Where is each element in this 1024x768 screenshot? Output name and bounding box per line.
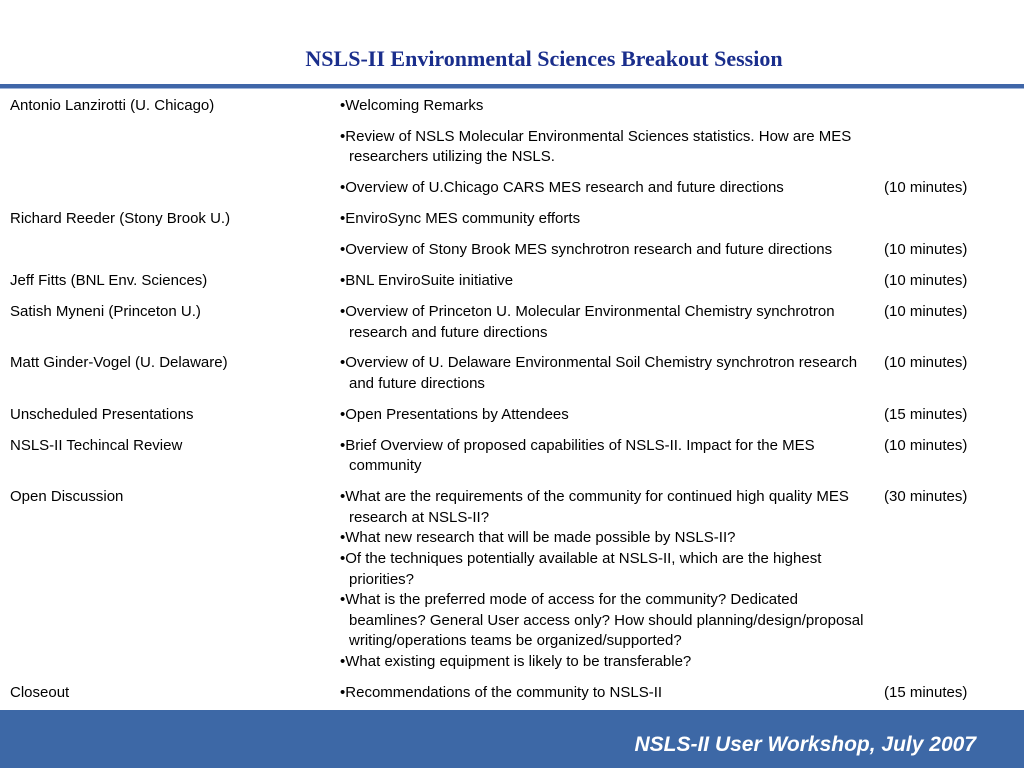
agenda-speaker: Closeout: [10, 683, 70, 701]
agenda-topic-text: BNL EnviroSuite initiative: [345, 272, 514, 290]
agenda-topic-item: [340, 683, 865, 704]
agenda-topic-item: [340, 487, 865, 528]
bullet-icon: •: [340, 683, 346, 701]
agenda-duration: (15 minutes): [884, 683, 968, 701]
agenda-topic-item: [340, 127, 865, 168]
bullet-icon: •: [340, 436, 346, 454]
bullet-icon: •: [340, 302, 346, 320]
agenda-duration: (10 minutes): [884, 302, 968, 320]
agenda-topic-item: [340, 209, 865, 230]
agenda-row: [0, 209, 1024, 230]
agenda-topic-text: Open Presentations by Attendees: [345, 405, 569, 423]
title-divider-highlight: [0, 88, 1024, 89]
agenda-duration: (10 minutes): [884, 272, 968, 290]
agenda-topic-item: [340, 590, 865, 652]
agenda-topic-text: Brief Overview of proposed capabilities of NSLS-II. Impact for the MES community: [345, 436, 815, 475]
bullet-icon: •: [340, 550, 346, 568]
agenda-row: [0, 683, 1024, 704]
agenda-row: [0, 353, 1024, 394]
agenda-speaker: Richard Reeder (Stony Brook U.): [10, 210, 231, 228]
bullet-icon: •: [340, 405, 346, 423]
bullet-icon: •: [340, 529, 346, 547]
agenda-topics: [340, 436, 865, 477]
bullet-icon: •: [340, 97, 346, 114]
footer-text: NSLS-II User Workshop, July 2007: [634, 733, 976, 756]
agenda-row: [0, 302, 1024, 343]
agenda-topics: [340, 240, 865, 261]
agenda-topic-text: What are the requirements of the community for continued high quality MES research at NSLS-II?: [345, 488, 849, 526]
bullet-icon: •: [340, 179, 346, 197]
bullet-icon: •: [340, 241, 346, 259]
bullet-icon: •: [340, 354, 346, 372]
agenda-topic-item: [340, 240, 865, 261]
agenda-topic-text: What existing equipment is likely to be transferable?: [345, 653, 692, 671]
agenda-topics: [340, 302, 865, 343]
agenda-topic-item: [340, 271, 865, 292]
agenda-topic-text: Overview of U. Delaware Environmental Soil Chemistry synchrotron research and future directions: [345, 354, 858, 393]
agenda-duration: (10 minutes): [884, 179, 968, 197]
agenda-topic-text: Review of NSLS Molecular Environmental Sciences statistics. How are MES researchers utilizing the NSLS.: [345, 127, 852, 166]
agenda-duration: (30 minutes): [884, 488, 968, 506]
agenda-topic-item: [340, 528, 865, 549]
agenda-topic-text: EnviroSync MES community efforts: [345, 210, 581, 228]
agenda-speaker: Jeff Fitts (BNL Env. Sciences): [10, 272, 208, 290]
agenda-topic-item: [340, 353, 865, 394]
agenda-topics: [340, 127, 865, 168]
agenda-topic-text: Recommendations of the community to NSLS-II: [345, 683, 663, 701]
page-title: NSLS-II Environmental Sciences Breakout Session: [305, 46, 783, 71]
bullet-icon: •: [340, 272, 346, 290]
agenda-table: [0, 96, 1024, 714]
bullet-icon: •: [340, 127, 346, 145]
agenda-topics: [340, 178, 865, 199]
bullet-icon: •: [340, 591, 346, 609]
agenda-row: [0, 436, 1024, 477]
agenda-speaker: Unscheduled Presentations: [10, 405, 194, 423]
bullet-icon: •: [340, 210, 346, 228]
agenda-topics: [340, 405, 865, 426]
agenda-row: [0, 127, 1024, 168]
agenda-topics: [340, 209, 865, 230]
agenda-row: [0, 487, 1024, 672]
agenda-topic-text: Welcoming Remarks: [345, 97, 484, 114]
agenda-row: [0, 178, 1024, 199]
agenda-topic-item: [340, 178, 865, 199]
agenda-topics: [340, 96, 865, 117]
agenda-topic-item: [340, 652, 865, 673]
agenda-topic-text: Overview of U.Chicago CARS MES research and future directions: [345, 179, 784, 197]
agenda-speaker: NSLS-II Techincal Review: [10, 436, 183, 454]
agenda-topics: [340, 683, 865, 704]
agenda-speaker: Matt Ginder-Vogel (U. Delaware): [10, 354, 228, 372]
agenda-row: [0, 271, 1024, 292]
agenda-topic-text: What is the preferred mode of access for the community? Dedicated beamlines? General User access only? How should planning/design/proposal writing/operations teams be organized/supported?: [345, 591, 864, 650]
agenda-topic-text: Overview of Princeton U. Molecular Environmental Chemistry synchrotron research and future directions: [345, 302, 835, 341]
bullet-icon: •: [340, 488, 346, 506]
bullet-icon: •: [340, 653, 346, 671]
agenda-duration: (15 minutes): [884, 405, 968, 423]
agenda-topic-item: [340, 549, 865, 590]
agenda-speaker: Satish Myneni (Princeton U.): [10, 302, 201, 320]
agenda-topic-item: [340, 96, 865, 117]
agenda-topic-item: [340, 302, 865, 343]
agenda-topic-text: Of the techniques potentially available at NSLS-II, which are the highest priorities?: [345, 550, 822, 588]
agenda-row: [0, 96, 1024, 117]
agenda-topics: [340, 487, 865, 672]
agenda-topic-item: [340, 405, 865, 426]
agenda-row: [0, 405, 1024, 426]
agenda-speaker: Open Discussion: [10, 488, 124, 506]
agenda-duration: (10 minutes): [884, 436, 968, 454]
agenda-duration: (10 minutes): [884, 354, 968, 372]
agenda-row: [0, 240, 1024, 261]
agenda-duration: (10 minutes): [884, 241, 968, 259]
agenda-topic-text: What new research that will be made possible by NSLS-II?: [345, 529, 736, 547]
agenda-topics: [340, 353, 865, 394]
agenda-topic-item: [340, 436, 865, 477]
agenda-topics: [340, 271, 865, 292]
agenda-topic-text: Overview of Stony Brook MES synchrotron research and future directions: [345, 241, 833, 259]
agenda-speaker: Antonio Lanzirotti (U. Chicago): [10, 97, 215, 114]
